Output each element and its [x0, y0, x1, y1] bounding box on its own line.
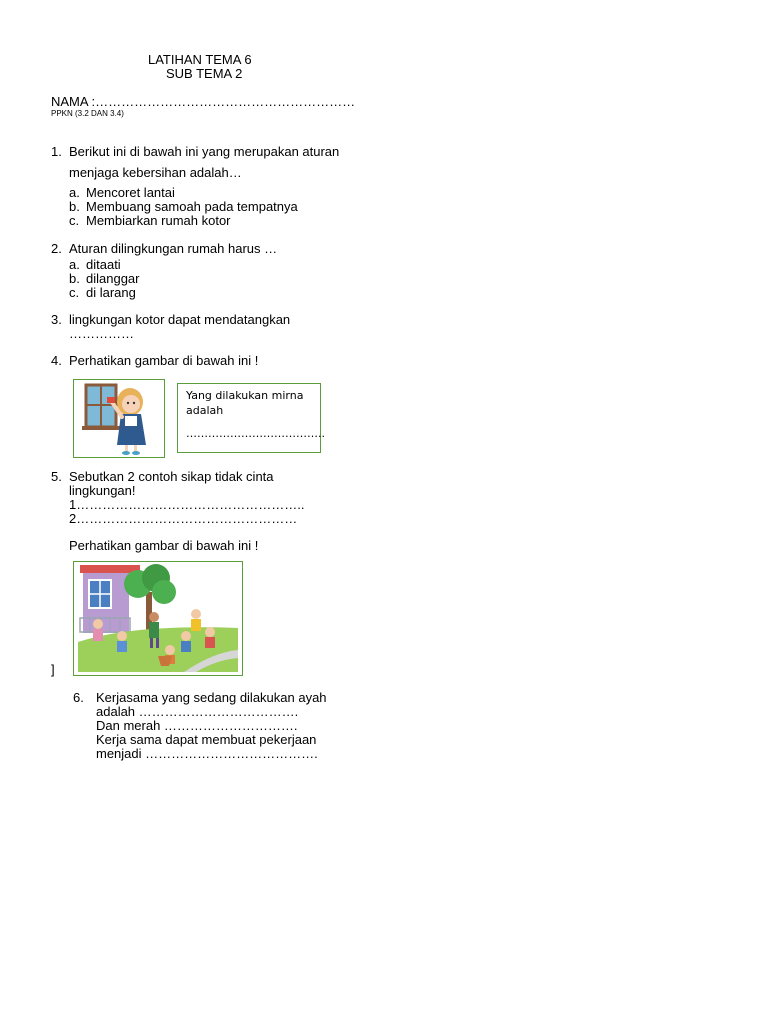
- family-gardening-illustration: [74, 562, 242, 675]
- q1-option-letter: a.: [69, 185, 80, 200]
- q6-text-line2: adalah ……………………………….: [96, 704, 299, 719]
- q6-number: 6.: [73, 690, 84, 705]
- q5-answer-2: 2……………………………………………: [69, 511, 298, 526]
- callout-answer-blank: ………………………………..: [186, 427, 325, 440]
- worksheet-subtitle: SUB TEMA 2: [166, 66, 243, 81]
- q2-option-letter: a.: [69, 257, 80, 272]
- q4-text-line1: Perhatikan gambar di bawah ini !: [69, 353, 259, 368]
- q1-option-letter: c.: [69, 213, 80, 228]
- q6-text-line5: menjadi ………………………………….: [96, 746, 318, 761]
- q5-number: 5.: [51, 469, 62, 484]
- subject-label: PPKN (3.2 DAN 3.4): [51, 109, 124, 118]
- worksheet-title: LATIHAN TEMA 6: [148, 52, 252, 67]
- q4-answer-callout: [177, 383, 325, 453]
- girl-cleaning-illustration: [74, 380, 164, 457]
- family-gardening-image: [73, 561, 243, 676]
- q2-number: 2.: [51, 241, 62, 256]
- q3-answer-blank: ……………: [69, 326, 134, 341]
- q4-number: 4.: [51, 353, 62, 368]
- q1-option-text: Membiarkan rumah kotor: [86, 213, 231, 228]
- picture-prompt: Perhatikan gambar di bawah ini !: [69, 538, 259, 553]
- callout-text-line1: Yang dilakukan mirna: [186, 389, 304, 402]
- q3-text-line1: lingkungan kotor dapat mendatangkan: [69, 312, 291, 327]
- q3-number: 3.: [51, 312, 62, 327]
- stray-bracket-mark: ]: [51, 662, 55, 677]
- q2-option-text: ditaati: [86, 257, 121, 272]
- q6-text-line3: Dan merah ………………………….: [96, 718, 298, 733]
- q2-text-line1: Aturan dilingkungan rumah harus …: [69, 241, 278, 256]
- q6-text-line4: Kerja sama dapat membuat pekerjaan: [96, 732, 317, 747]
- q1-option-text: Mencoret lantai: [86, 185, 175, 200]
- q1-option-text: Membuang samoah pada tempatnya: [86, 199, 298, 214]
- q1-text-line1: Berikut ini di bawah ini yang merupakan aturan: [69, 144, 340, 159]
- q2-option-text: di larang: [86, 285, 136, 300]
- q1-number: 1.: [51, 144, 62, 159]
- q1-text-line2: menjaga kebersihan adalah…: [69, 165, 242, 180]
- q2-option-letter: c.: [69, 285, 80, 300]
- q5-text-line2: lingkungan!: [69, 483, 136, 498]
- q5-answer-1: 1……………………………………………..: [69, 497, 305, 512]
- q1-option-letter: b.: [69, 199, 80, 214]
- q2-option-text: dilanggar: [86, 271, 140, 286]
- q5-text-line1: Sebutkan 2 contoh sikap tidak cinta: [69, 469, 274, 484]
- q2-option-letter: b.: [69, 271, 80, 286]
- girl-cleaning-window-image: [73, 379, 165, 458]
- name-field-label: NAMA :……………………………………………………: [51, 94, 356, 109]
- q6-text-line1: Kerjasama yang sedang dilakukan ayah: [96, 690, 327, 705]
- callout-text-line2: adalah: [186, 404, 224, 417]
